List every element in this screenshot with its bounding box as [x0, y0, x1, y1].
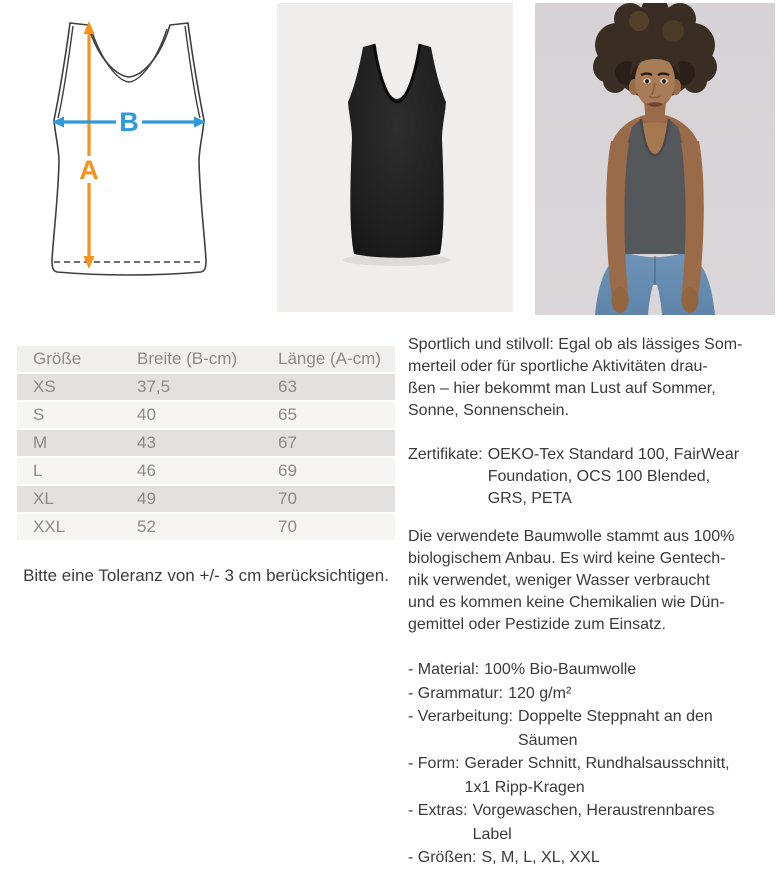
feature-label: - Größen: — [408, 849, 477, 866]
table-row: S 40 65 — [17, 402, 395, 430]
text-line: 1x1 Ripp-Kragen — [464, 778, 585, 796]
model-hand-right — [682, 287, 699, 313]
text-line: Säumen — [517, 731, 578, 749]
tolerance-note: Bitte eine Toleranz von +/- 3 cm berücksichtigen. — [23, 566, 389, 585]
text-line: S, M, L, XL, XXL — [481, 849, 600, 866]
text-line: Doppelte Steppnaht an den — [517, 708, 713, 725]
black-tank-top-photo — [277, 3, 513, 312]
hair-highlight-2 — [662, 20, 684, 42]
product-photo-flat[interactable] — [277, 3, 513, 312]
model-wearing-tank-photo — [535, 3, 775, 315]
text-line: biologischem Anbau. Es wird keine Gentech- — [408, 550, 726, 567]
table-row: XXL 52 70 — [17, 514, 395, 542]
text-line: und es kommen keine Chemikalien wie Dün- — [408, 594, 725, 611]
text-line: Vorgewaschen, Heraustrennbares — [472, 802, 715, 819]
certificates — [408, 444, 774, 510]
product-description — [408, 334, 774, 870]
feature-grammage — [408, 682, 774, 706]
text-line: Sonne, Sonnenschein. — [408, 402, 570, 419]
feature-label: - Extras: — [408, 802, 468, 819]
text-line: 120 g/m² — [508, 684, 572, 702]
text-line: 100% Bio-Baumwolle — [484, 661, 637, 678]
feature-list — [408, 658, 774, 870]
text-line: OEKO-Tex Standard 100, FairWear — [487, 446, 740, 463]
feature-form — [408, 752, 774, 799]
col-header-size: Größe — [17, 346, 137, 374]
label-b: B — [119, 107, 139, 137]
feature-label: - Verarbeitung: — [408, 708, 513, 725]
description-intro — [408, 334, 774, 422]
product-photo-model[interactable] — [535, 3, 775, 315]
feature-material — [408, 658, 774, 682]
feature-sizes — [408, 846, 774, 870]
feature-extras — [408, 799, 774, 846]
text-line: GRS, PETA — [487, 490, 572, 507]
label-a: A — [79, 155, 99, 185]
text-line: merteil oder für sportliche Aktivitäten drau- — [408, 358, 708, 375]
tank-outline — [52, 23, 206, 275]
certificates-label: Zertifikate: — [408, 446, 483, 463]
table-row: M 43 67 — [17, 430, 395, 458]
col-header-width: Breite (B-cm) — [137, 346, 277, 374]
table-row: XS 37,5 63 — [17, 374, 395, 402]
size-chart — [17, 346, 395, 586]
size-table — [17, 346, 395, 542]
text-line: ßen – hier bekommt man Lust auf Sommer, — [408, 380, 716, 397]
feature-label: - Form: — [408, 755, 460, 772]
text-line: nik verwendet, weniger Wasser verbraucht — [408, 572, 710, 589]
feature-label: - Material: — [408, 661, 480, 678]
table-header-row — [17, 346, 395, 374]
text-line: Sportlich und stilvoll: Egal ob als lässiges Som- — [408, 336, 743, 353]
model-hand-left — [612, 287, 629, 313]
hair-highlight — [629, 11, 649, 31]
text-line: Gerader Schnitt, Rundhalsausschnitt, — [464, 755, 730, 772]
text-line: Foundation, OCS 100 Blended, — [487, 468, 711, 485]
table-row: L 46 69 — [17, 458, 395, 486]
text-line: gemittel oder Pestizide zum Einsatz. — [408, 616, 666, 633]
size-diagram — [40, 12, 218, 284]
text-line: Label — [472, 825, 512, 843]
cotton-info — [408, 526, 774, 636]
text-line: Die verwendete Baumwolle stammt aus 100% — [408, 528, 735, 545]
feature-label: - Grammatur: — [408, 684, 504, 702]
feature-workmanship — [408, 705, 774, 752]
table-row: XL 49 70 — [17, 486, 395, 514]
tank-top-measurement-illustration — [40, 12, 218, 284]
col-header-length: Länge (A-cm) — [277, 346, 395, 374]
